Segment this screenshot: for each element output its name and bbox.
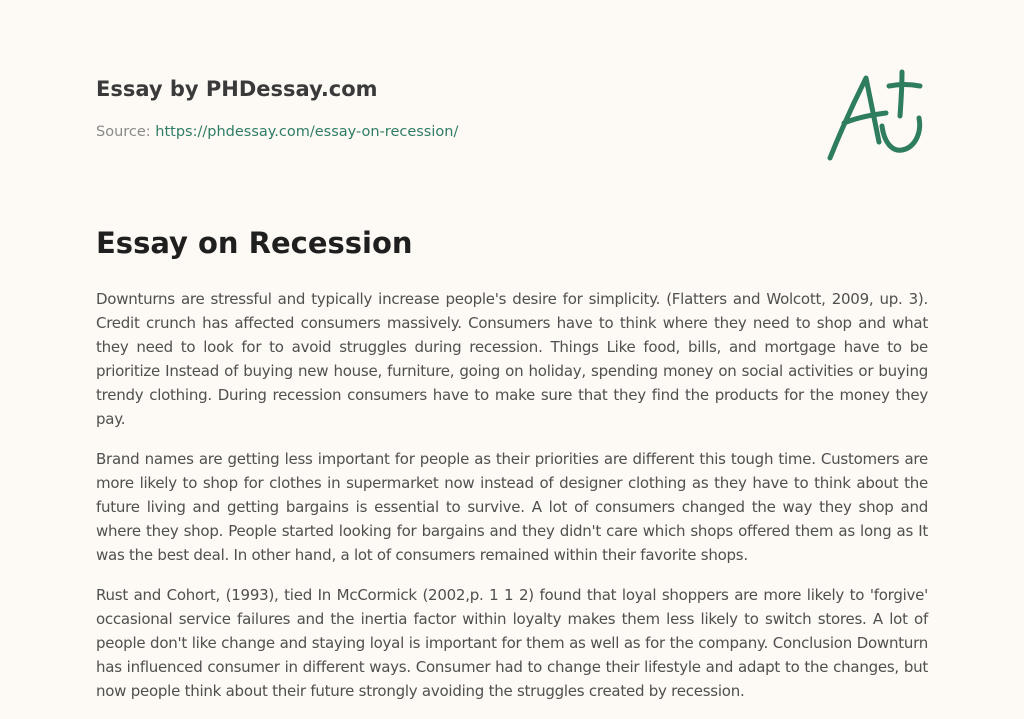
source-link[interactable]: https://phdessay.com/essay-on-recession/ — [155, 124, 459, 140]
essay-paragraph: Rust and Cohort, (1993), tied In McCormick (2002,p. 1 1 2) found that loyal shoppers are more likely to 'forgive' occasional service failures and the inertia factor within loyalty makes them less likely to switch stores. A lot of people don't like change and staying loyal is important for them as well as for the company. Conclusion Downturn has influenced consumer in different ways. Consumer had to change their lifestyle and adapt to the changes, but now people think about their future strongly avoiding the struggles created by recession. — [96, 586, 928, 700]
essay-paragraph: Downturns are stressful and typically increase people's desire for simplicity. (Flatters and Wolcott, 2009, up. 3). Credit crunch has affected consumers massively. Consumers have to think where they need to shop and what they need to look for to avoid struggles during recession. Things Like food, bills, and mortgage have to be prioritize Instead of buying new house, furniture, going on holiday, spending money on social activities or buying trendy clothing. During recession consumers have to make sure that they find the products for the money they pay. — [96, 290, 928, 428]
essay-title: Essay on Recession — [96, 226, 413, 260]
logo-plus-vertical — [900, 72, 902, 116]
source-line — [96, 124, 458, 140]
logo-swoosh — [882, 118, 920, 150]
essay-body — [96, 287, 928, 719]
logo-plus-horizontal — [889, 85, 920, 87]
essay-paragraph: Brand names are getting less important for people as their priorities are different this tough time. Customers are more likely to shop for clothes in supermarket now instead of designer clothing as they have to think about the future living and getting bargains is essential to survive. A lot of consumers changed the way they shop and where they shop. People started looking for bargains and they didn't care which shops offered them as long as It was the best deal. In other hand, a lot of consumers remained within their favorite shops. — [96, 450, 928, 564]
source-label: Source: — [96, 124, 151, 140]
site-title: Essay by PHDessay.com — [96, 77, 378, 101]
a-plus-logo — [824, 68, 928, 166]
